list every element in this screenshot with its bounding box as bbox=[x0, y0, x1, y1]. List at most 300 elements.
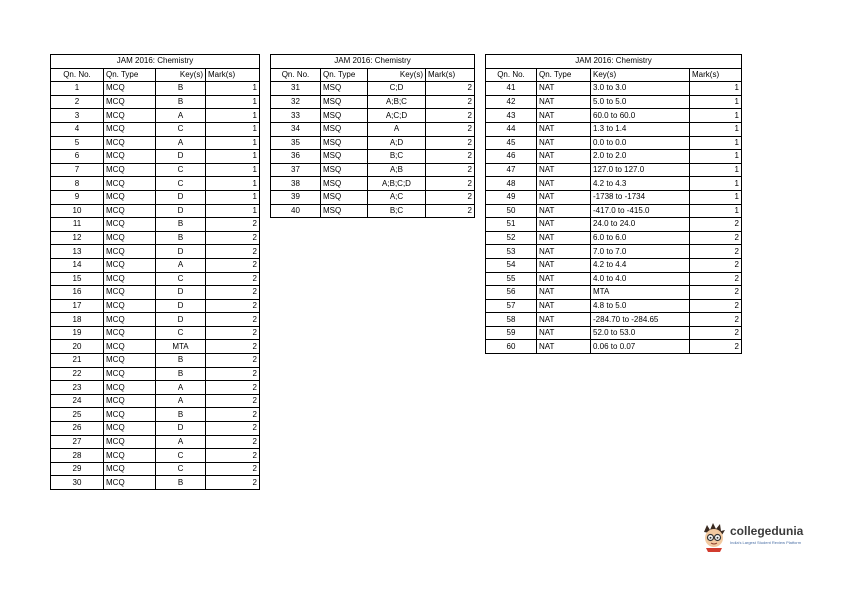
key-cell: A bbox=[368, 122, 426, 136]
table-row bbox=[51, 272, 260, 286]
key-cell: MTA bbox=[591, 286, 690, 300]
key-cell: 2.0 to 2.0 bbox=[591, 150, 690, 164]
marks-cell: 2 bbox=[426, 190, 475, 204]
question-type-cell: MCQ bbox=[104, 299, 156, 313]
question-type-cell: MCQ bbox=[104, 190, 156, 204]
table-row bbox=[486, 122, 742, 136]
key-cell: -1738 to -1734 bbox=[591, 190, 690, 204]
column-header: Key(s) bbox=[368, 68, 426, 82]
table-row bbox=[486, 95, 742, 109]
question-type-cell: MSQ bbox=[321, 163, 368, 177]
key-cell: D bbox=[156, 422, 206, 436]
column-header: Key(s) bbox=[591, 68, 690, 82]
key-cell: D bbox=[156, 313, 206, 327]
question-number-cell: 50 bbox=[486, 204, 537, 218]
key-cell: A;C bbox=[368, 190, 426, 204]
question-number-cell: 52 bbox=[486, 231, 537, 245]
question-number-cell: 8 bbox=[51, 177, 104, 191]
column-header: Qn. Type bbox=[537, 68, 591, 82]
table-row bbox=[51, 136, 260, 150]
marks-cell: 2 bbox=[426, 136, 475, 150]
table-row bbox=[271, 177, 475, 191]
table-row bbox=[486, 258, 742, 272]
table-row bbox=[486, 177, 742, 191]
question-number-cell: 33 bbox=[271, 109, 321, 123]
table-row bbox=[486, 190, 742, 204]
question-number-cell: 22 bbox=[51, 367, 104, 381]
marks-cell: 1 bbox=[690, 177, 742, 191]
question-type-cell: MSQ bbox=[321, 82, 368, 96]
marks-cell: 1 bbox=[206, 109, 260, 123]
key-cell: B bbox=[156, 218, 206, 232]
table-row bbox=[51, 422, 260, 436]
marks-cell: 1 bbox=[206, 136, 260, 150]
key-cell: A bbox=[156, 109, 206, 123]
table-row bbox=[486, 204, 742, 218]
key-cell: A bbox=[156, 394, 206, 408]
question-type-cell: MCQ bbox=[104, 231, 156, 245]
question-type-cell: NAT bbox=[537, 258, 591, 272]
question-number-cell: 47 bbox=[486, 163, 537, 177]
key-cell: A;B bbox=[368, 163, 426, 177]
key-cell: A bbox=[156, 435, 206, 449]
key-cell: C;D bbox=[368, 82, 426, 96]
question-number-cell: 60 bbox=[486, 340, 537, 354]
table-row bbox=[486, 109, 742, 123]
marks-cell: 2 bbox=[426, 163, 475, 177]
key-cell: 5.0 to 5.0 bbox=[591, 95, 690, 109]
column-header: Qn. No. bbox=[271, 68, 321, 82]
marks-cell: 1 bbox=[206, 190, 260, 204]
logo-tagline: India's Largest Student Review Platform bbox=[730, 540, 802, 545]
marks-cell: 2 bbox=[206, 435, 260, 449]
question-number-cell: 57 bbox=[486, 299, 537, 313]
key-cell: 7.0 to 7.0 bbox=[591, 245, 690, 259]
key-cell: C bbox=[156, 449, 206, 463]
marks-cell: 2 bbox=[426, 204, 475, 218]
key-cell: B;C bbox=[368, 150, 426, 164]
question-number-cell: 39 bbox=[271, 190, 321, 204]
question-type-cell: MSQ bbox=[321, 109, 368, 123]
question-type-cell: NAT bbox=[537, 150, 591, 164]
marks-cell: 2 bbox=[206, 258, 260, 272]
question-number-cell: 30 bbox=[51, 476, 104, 490]
marks-cell: 2 bbox=[426, 150, 475, 164]
marks-cell: 2 bbox=[206, 340, 260, 354]
table-title: JAM 2016: Chemistry bbox=[486, 55, 742, 69]
marks-cell: 2 bbox=[206, 381, 260, 395]
question-number-cell: 23 bbox=[51, 381, 104, 395]
table-row bbox=[51, 381, 260, 395]
key-cell: D bbox=[156, 190, 206, 204]
column-header: Key(s) bbox=[156, 68, 206, 82]
key-cell: 1.3 to 1.4 bbox=[591, 122, 690, 136]
question-number-cell: 42 bbox=[486, 95, 537, 109]
key-cell: 4.8 to 5.0 bbox=[591, 299, 690, 313]
question-type-cell: MCQ bbox=[104, 82, 156, 96]
table-row bbox=[271, 82, 475, 96]
marks-cell: 1 bbox=[206, 95, 260, 109]
question-number-cell: 46 bbox=[486, 150, 537, 164]
marks-cell: 1 bbox=[690, 82, 742, 96]
table-title: JAM 2016: Chemistry bbox=[271, 55, 475, 69]
table-row bbox=[271, 163, 475, 177]
key-cell: A bbox=[156, 136, 206, 150]
question-number-cell: 5 bbox=[51, 136, 104, 150]
question-number-cell: 55 bbox=[486, 272, 537, 286]
table-row bbox=[271, 95, 475, 109]
question-type-cell: MCQ bbox=[104, 367, 156, 381]
table-row bbox=[271, 204, 475, 218]
key-cell: 24.0 to 24.0 bbox=[591, 218, 690, 232]
marks-cell: 1 bbox=[206, 177, 260, 191]
question-number-cell: 16 bbox=[51, 286, 104, 300]
marks-cell: 2 bbox=[426, 109, 475, 123]
table-row bbox=[486, 150, 742, 164]
question-number-cell: 28 bbox=[51, 449, 104, 463]
question-type-cell: MCQ bbox=[104, 272, 156, 286]
mascot-icon bbox=[700, 522, 728, 552]
table-row bbox=[486, 313, 742, 327]
key-cell: A;C;D bbox=[368, 109, 426, 123]
table-row bbox=[51, 340, 260, 354]
question-number-cell: 4 bbox=[51, 122, 104, 136]
table-row bbox=[51, 109, 260, 123]
key-cell: B bbox=[156, 95, 206, 109]
marks-cell: 2 bbox=[206, 313, 260, 327]
question-number-cell: 11 bbox=[51, 218, 104, 232]
key-cell: 3.0 to 3.0 bbox=[591, 82, 690, 96]
key-cell: 4.2 to 4.4 bbox=[591, 258, 690, 272]
column-header: Qn. Type bbox=[104, 68, 156, 82]
question-number-cell: 41 bbox=[486, 82, 537, 96]
marks-cell: 2 bbox=[690, 286, 742, 300]
key-cell: A bbox=[156, 258, 206, 272]
question-number-cell: 27 bbox=[51, 435, 104, 449]
marks-cell: 2 bbox=[206, 476, 260, 490]
table-title-row bbox=[271, 55, 475, 69]
table-row bbox=[51, 258, 260, 272]
marks-cell: 2 bbox=[426, 177, 475, 191]
question-type-cell: MCQ bbox=[104, 435, 156, 449]
question-type-cell: MCQ bbox=[104, 381, 156, 395]
marks-cell: 2 bbox=[206, 299, 260, 313]
question-type-cell: NAT bbox=[537, 163, 591, 177]
key-cell: C bbox=[156, 177, 206, 191]
table-row bbox=[486, 340, 742, 354]
table-row bbox=[51, 150, 260, 164]
marks-cell: 2 bbox=[690, 231, 742, 245]
column-header: Mark(s) bbox=[690, 68, 742, 82]
answer-key-table-1 bbox=[50, 54, 260, 490]
marks-cell: 2 bbox=[206, 462, 260, 476]
table-row bbox=[486, 286, 742, 300]
key-cell: 4.2 to 4.3 bbox=[591, 177, 690, 191]
marks-cell: 2 bbox=[206, 354, 260, 368]
question-number-cell: 1 bbox=[51, 82, 104, 96]
table-row bbox=[51, 204, 260, 218]
question-number-cell: 53 bbox=[486, 245, 537, 259]
table-row bbox=[486, 218, 742, 232]
marks-cell: 2 bbox=[426, 122, 475, 136]
table-row bbox=[486, 82, 742, 96]
question-number-cell: 51 bbox=[486, 218, 537, 232]
marks-cell: 1 bbox=[690, 95, 742, 109]
table-row bbox=[51, 245, 260, 259]
question-number-cell: 37 bbox=[271, 163, 321, 177]
question-type-cell: NAT bbox=[537, 218, 591, 232]
table-row bbox=[486, 299, 742, 313]
column-header: Qn. No. bbox=[486, 68, 537, 82]
key-cell: B bbox=[156, 231, 206, 245]
table-row bbox=[486, 272, 742, 286]
question-number-cell: 40 bbox=[271, 204, 321, 218]
table-row bbox=[271, 109, 475, 123]
key-cell: A;D bbox=[368, 136, 426, 150]
table-row bbox=[51, 190, 260, 204]
marks-cell: 1 bbox=[206, 163, 260, 177]
column-header: Qn. No. bbox=[51, 68, 104, 82]
table-row bbox=[271, 190, 475, 204]
question-type-cell: NAT bbox=[537, 326, 591, 340]
table-row bbox=[271, 150, 475, 164]
table-row bbox=[51, 354, 260, 368]
column-header: Mark(s) bbox=[426, 68, 475, 82]
key-cell: B bbox=[156, 354, 206, 368]
question-type-cell: MCQ bbox=[104, 245, 156, 259]
question-type-cell: NAT bbox=[537, 136, 591, 150]
logo-wordmark: collegedunia bbox=[730, 524, 804, 538]
question-type-cell: MCQ bbox=[104, 462, 156, 476]
table-row bbox=[51, 408, 260, 422]
question-type-cell: NAT bbox=[537, 122, 591, 136]
table-row bbox=[51, 476, 260, 490]
question-type-cell: MSQ bbox=[321, 122, 368, 136]
question-number-cell: 56 bbox=[486, 286, 537, 300]
question-type-cell: NAT bbox=[537, 82, 591, 96]
key-cell: A;B;C;D bbox=[368, 177, 426, 191]
key-cell: MTA bbox=[156, 340, 206, 354]
table-row bbox=[51, 313, 260, 327]
question-type-cell: NAT bbox=[537, 272, 591, 286]
question-number-cell: 32 bbox=[271, 95, 321, 109]
marks-cell: 1 bbox=[690, 150, 742, 164]
key-cell: B bbox=[156, 367, 206, 381]
key-cell: C bbox=[156, 122, 206, 136]
marks-cell: 2 bbox=[426, 95, 475, 109]
question-number-cell: 13 bbox=[51, 245, 104, 259]
question-type-cell: MCQ bbox=[104, 136, 156, 150]
question-type-cell: NAT bbox=[537, 245, 591, 259]
question-type-cell: MCQ bbox=[104, 394, 156, 408]
question-number-cell: 10 bbox=[51, 204, 104, 218]
question-number-cell: 25 bbox=[51, 408, 104, 422]
question-number-cell: 31 bbox=[271, 82, 321, 96]
key-cell: B;C bbox=[368, 204, 426, 218]
table-title-row bbox=[486, 55, 742, 69]
question-type-cell: MCQ bbox=[104, 177, 156, 191]
question-type-cell: NAT bbox=[537, 231, 591, 245]
table-row bbox=[486, 245, 742, 259]
table-row bbox=[51, 367, 260, 381]
key-cell: C bbox=[156, 272, 206, 286]
question-number-cell: 38 bbox=[271, 177, 321, 191]
question-type-cell: MCQ bbox=[104, 122, 156, 136]
marks-cell: 2 bbox=[690, 258, 742, 272]
question-type-cell: MCQ bbox=[104, 204, 156, 218]
question-type-cell: MSQ bbox=[321, 177, 368, 191]
table-row bbox=[51, 299, 260, 313]
key-cell: C bbox=[156, 163, 206, 177]
question-number-cell: 3 bbox=[51, 109, 104, 123]
question-number-cell: 7 bbox=[51, 163, 104, 177]
question-type-cell: MCQ bbox=[104, 95, 156, 109]
question-type-cell: MCQ bbox=[104, 286, 156, 300]
marks-cell: 1 bbox=[690, 190, 742, 204]
question-number-cell: 17 bbox=[51, 299, 104, 313]
key-cell: 127.0 to 127.0 bbox=[591, 163, 690, 177]
marks-cell: 2 bbox=[206, 394, 260, 408]
table-row bbox=[51, 435, 260, 449]
key-cell: 4.0 to 4.0 bbox=[591, 272, 690, 286]
marks-cell: 2 bbox=[690, 218, 742, 232]
table-row bbox=[51, 286, 260, 300]
key-cell: C bbox=[156, 326, 206, 340]
question-number-cell: 35 bbox=[271, 136, 321, 150]
table-title-row bbox=[51, 55, 260, 69]
question-number-cell: 19 bbox=[51, 326, 104, 340]
table-row bbox=[51, 122, 260, 136]
question-number-cell: 48 bbox=[486, 177, 537, 191]
marks-cell: 2 bbox=[206, 367, 260, 381]
question-type-cell: MCQ bbox=[104, 109, 156, 123]
question-type-cell: MCQ bbox=[104, 340, 156, 354]
marks-cell: 2 bbox=[690, 272, 742, 286]
key-cell: 60.0 to 60.0 bbox=[591, 109, 690, 123]
key-cell: B bbox=[156, 82, 206, 96]
question-number-cell: 49 bbox=[486, 190, 537, 204]
answer-key-table-2 bbox=[270, 54, 475, 218]
table-header-row bbox=[486, 68, 742, 82]
table-row bbox=[271, 122, 475, 136]
marks-cell: 2 bbox=[206, 326, 260, 340]
table-row bbox=[51, 462, 260, 476]
table-row bbox=[51, 95, 260, 109]
table-row bbox=[486, 231, 742, 245]
question-number-cell: 6 bbox=[51, 150, 104, 164]
marks-cell: 1 bbox=[690, 204, 742, 218]
question-number-cell: 45 bbox=[486, 136, 537, 150]
marks-cell: 2 bbox=[690, 326, 742, 340]
table-row bbox=[51, 218, 260, 232]
question-number-cell: 54 bbox=[486, 258, 537, 272]
marks-cell: 2 bbox=[206, 231, 260, 245]
table-row bbox=[486, 326, 742, 340]
key-cell: A;B;C bbox=[368, 95, 426, 109]
question-number-cell: 36 bbox=[271, 150, 321, 164]
question-type-cell: MCQ bbox=[104, 313, 156, 327]
question-number-cell: 21 bbox=[51, 354, 104, 368]
table-row bbox=[51, 163, 260, 177]
marks-cell: 2 bbox=[690, 340, 742, 354]
marks-cell: 2 bbox=[206, 286, 260, 300]
table-row bbox=[51, 394, 260, 408]
key-cell: D bbox=[156, 286, 206, 300]
marks-cell: 2 bbox=[206, 449, 260, 463]
question-type-cell: MCQ bbox=[104, 476, 156, 490]
key-cell: 52.0 to 53.0 bbox=[591, 326, 690, 340]
table-row bbox=[51, 231, 260, 245]
marks-cell: 2 bbox=[206, 245, 260, 259]
question-type-cell: MCQ bbox=[104, 163, 156, 177]
key-cell: -417.0 to -415.0 bbox=[591, 204, 690, 218]
marks-cell: 1 bbox=[690, 109, 742, 123]
question-type-cell: MCQ bbox=[104, 218, 156, 232]
question-number-cell: 20 bbox=[51, 340, 104, 354]
marks-cell: 1 bbox=[690, 163, 742, 177]
collegedunia-logo bbox=[700, 520, 815, 554]
question-number-cell: 43 bbox=[486, 109, 537, 123]
key-cell: D bbox=[156, 299, 206, 313]
question-type-cell: MCQ bbox=[104, 354, 156, 368]
question-number-cell: 15 bbox=[51, 272, 104, 286]
marks-cell: 1 bbox=[206, 122, 260, 136]
marks-cell: 1 bbox=[206, 150, 260, 164]
question-type-cell: NAT bbox=[537, 95, 591, 109]
marks-cell: 2 bbox=[690, 299, 742, 313]
question-number-cell: 12 bbox=[51, 231, 104, 245]
table-header-row bbox=[271, 68, 475, 82]
question-number-cell: 2 bbox=[51, 95, 104, 109]
question-type-cell: MCQ bbox=[104, 326, 156, 340]
question-number-cell: 9 bbox=[51, 190, 104, 204]
question-type-cell: MSQ bbox=[321, 150, 368, 164]
marks-cell: 1 bbox=[206, 82, 260, 96]
key-cell: D bbox=[156, 150, 206, 164]
key-cell: 0.0 to 0.0 bbox=[591, 136, 690, 150]
question-type-cell: NAT bbox=[537, 299, 591, 313]
table-row bbox=[51, 326, 260, 340]
key-cell: 0.06 to 0.07 bbox=[591, 340, 690, 354]
question-type-cell: MSQ bbox=[321, 136, 368, 150]
question-number-cell: 14 bbox=[51, 258, 104, 272]
answer-key-table-3 bbox=[485, 54, 742, 354]
table-row bbox=[486, 136, 742, 150]
question-type-cell: NAT bbox=[537, 109, 591, 123]
question-type-cell: NAT bbox=[537, 286, 591, 300]
table-row bbox=[486, 163, 742, 177]
table-row bbox=[51, 177, 260, 191]
question-number-cell: 24 bbox=[51, 394, 104, 408]
column-header: Qn. Type bbox=[321, 68, 368, 82]
marks-cell: 2 bbox=[206, 218, 260, 232]
question-type-cell: NAT bbox=[537, 340, 591, 354]
question-type-cell: MCQ bbox=[104, 150, 156, 164]
key-cell: A bbox=[156, 381, 206, 395]
question-type-cell: NAT bbox=[537, 190, 591, 204]
table-title: JAM 2016: Chemistry bbox=[51, 55, 260, 69]
marks-cell: 2 bbox=[206, 422, 260, 436]
key-cell: C bbox=[156, 462, 206, 476]
table-row bbox=[51, 449, 260, 463]
question-number-cell: 59 bbox=[486, 326, 537, 340]
marks-cell: 2 bbox=[426, 82, 475, 96]
marks-cell: 1 bbox=[206, 204, 260, 218]
question-number-cell: 26 bbox=[51, 422, 104, 436]
question-type-cell: NAT bbox=[537, 313, 591, 327]
question-type-cell: MCQ bbox=[104, 258, 156, 272]
question-type-cell: MCQ bbox=[104, 422, 156, 436]
